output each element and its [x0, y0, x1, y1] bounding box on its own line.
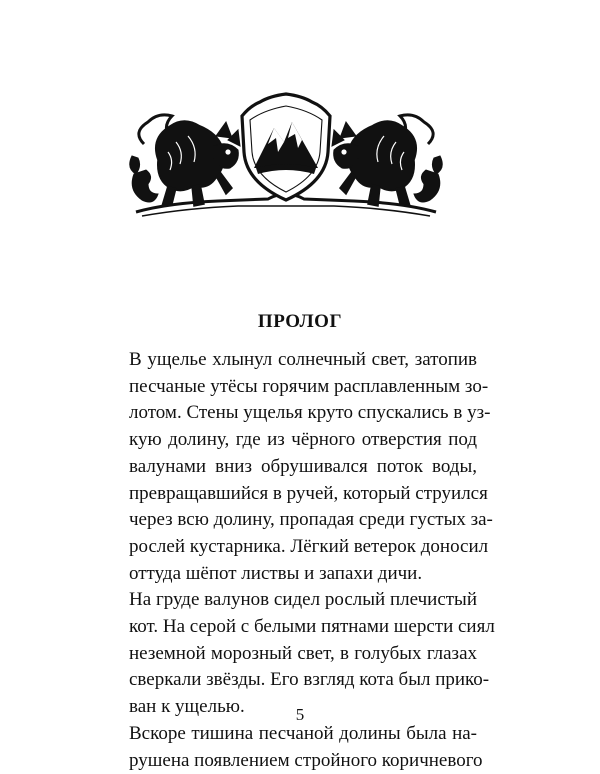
heraldic-emblem [128, 82, 444, 218]
text-line: рослей кустарника. Лёгкий ветерок доносил [129, 535, 489, 557]
text-line: сверкали звёзды. Его взгляд кота был прико- [129, 669, 490, 691]
paragraph-1 [103, 347, 493, 587]
shield-icon [242, 94, 330, 200]
text-line: кую долину, где из чёрного отверстия под [129, 429, 477, 451]
text-line: валунами вниз обрушивался поток воды, [129, 455, 477, 477]
text-line: кот. На серой с белыми пятнами шерсти сиял [129, 616, 495, 638]
text-line: неземной морозный свет, в голубых глазах [129, 642, 477, 664]
text-line: ван к ущелью. [129, 696, 245, 718]
paragraph-2 [103, 587, 495, 721]
text-line: Вскоре тишина песчаной долины была на- [129, 722, 477, 744]
right-cat-icon [332, 115, 442, 206]
chapter-title: ПРОЛОГ [257, 311, 343, 332]
left-cat-icon [130, 115, 240, 206]
cats-and-mountain-shield-illustration [128, 82, 444, 218]
paragraph-3 [103, 721, 483, 774]
text-line: через всю долину, пропадая среди густых за- [129, 509, 493, 531]
text-line: рушена появлением стройного коричневого [129, 749, 483, 771]
text-line: песчаные утёсы горячим расплавленным зо- [129, 375, 489, 397]
text-line: оттуда шёпот листвы и запахи дичи. [129, 562, 423, 584]
text-line: превращавшийся в ручей, который струился [129, 482, 488, 504]
page-number: 5 [295, 705, 305, 724]
text-line: лотом. Стены ущелья круто спускались в уз- [129, 402, 491, 424]
text-line: На груде валунов сидел рослый плечистый [129, 589, 477, 611]
text-line: В ущелье хлынул солнечный свет, затопив [129, 349, 477, 370]
